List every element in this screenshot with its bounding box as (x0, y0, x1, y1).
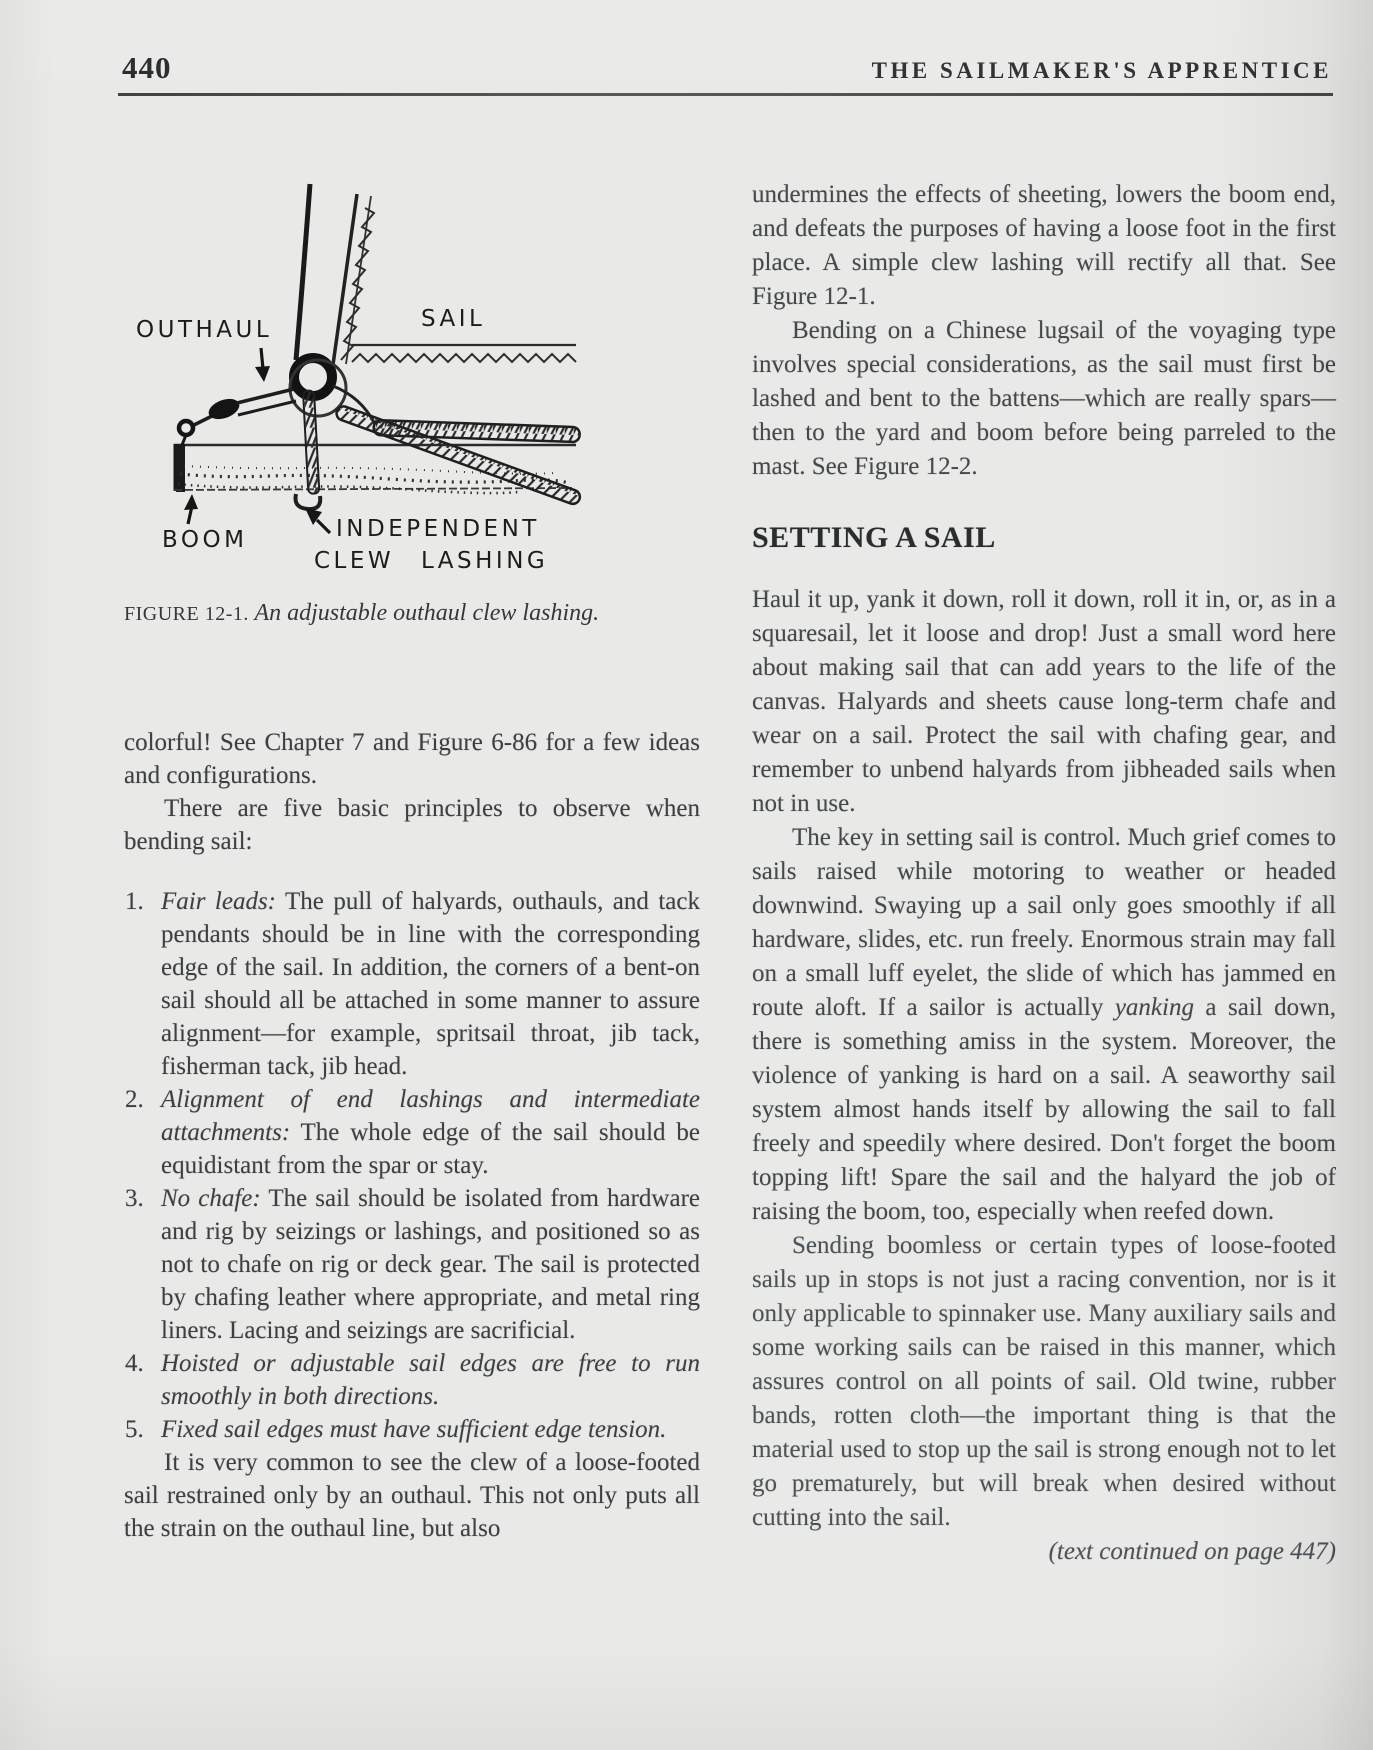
outhaul-block (206, 395, 242, 423)
list-item-text: The pull of halyards, outhauls, and tack pendants should be in line with the corresponding edge of the sail. In addition, the corners of a bent-on sail should all be attached in some manner to assure alignment—for example, spritsail throat, jib tack, fisherman tack, jib head. (161, 888, 701, 1080)
outhaul-arrow-head (255, 366, 270, 382)
list-item-number: 4. (125, 1350, 144, 1377)
figure-label-sail: SAIL (421, 306, 486, 332)
figure-caption-text: An adjustable outhaul clew lashing. (248, 600, 600, 626)
clew-ring (294, 358, 332, 396)
right-column (752, 178, 1336, 1569)
figure-label-clew-lashing: CLEW LASHING (314, 548, 549, 574)
list-item (124, 1413, 700, 1446)
list-item (124, 885, 700, 1083)
list-item (124, 1182, 700, 1347)
list-item-number: 2. (125, 1086, 144, 1113)
list-item-lead: Hoisted or adjustable sail edges are free to run smoothly in both directions. (161, 1350, 700, 1410)
continued-note: (text continued on page 447) (1048, 1538, 1336, 1565)
list-item (124, 1347, 700, 1413)
figure-caption (124, 598, 700, 631)
principles-list (124, 885, 700, 1446)
left-column-text (124, 726, 700, 1545)
list-item-lead: Fair leads: (161, 888, 277, 915)
outhaul-arrow-line (261, 348, 263, 369)
running-title: THE SAILMAKER'S APPRENTICE (871, 58, 1332, 83)
list-item-lead: Alignment of end lashings and intermediate attachments: (161, 1086, 700, 1146)
boom-end-cap (176, 444, 185, 492)
clew-lashing-rope (303, 390, 319, 493)
outhaul-rope-b (237, 389, 294, 403)
diagonal-rope (335, 404, 582, 505)
list-item-number: 1. (125, 888, 144, 915)
list-item-text: The sail should be isolated from hardware and rig by seizings or lashings, and positioned so as not to chafe on rig or deck gear. The sail is protected by chafing leather where appropriate, and metal ring liners. Lacing and seizings are sacrificial. (161, 1185, 700, 1344)
left-para-1: colorful! See Chapter 7 and Figure 6-86 for a few ideas and configurations. (124, 729, 700, 789)
right-para-4 (752, 821, 1336, 1229)
list-item (124, 1083, 700, 1182)
boom-arrow-head (184, 494, 198, 510)
section-heading: SETTING A SAIL (752, 521, 996, 554)
page-number: 440 (122, 50, 172, 85)
right-para-3: Haul it up, yank it down, roll it down, roll it in, or, as in a squaresail, let it loose and drop! Just a small word here about making sail that can add years to the life of the canvas. Halyards and sheets cause long-term chafe and wear on a sail. Protect the sail with chafing gear, and remember to unbend halyards from jibheaded sails when not in use. (752, 586, 1336, 817)
clew-arrow-line (317, 520, 330, 533)
right-para-2: Bending on a Chinese lugsail of the voyaging type involves special considerations, as the sail must first be lashed and bent to the battens—which are really spars—then to the yard and boom before being parreled to the mast. See Figure 12-2. (752, 317, 1336, 480)
list-item-lead: No chafe: (161, 1185, 261, 1212)
outhaul-rope-c (238, 401, 296, 415)
lashing-loop (296, 494, 321, 509)
header-rule (118, 93, 1333, 96)
figure-label-boom: BOOM (162, 527, 248, 553)
foot-zigzag-stitch (352, 354, 576, 362)
right-para-1: undermines the effects of sheeting, lowers the boom end, and defeats the purposes of having a loose foot in the first place. A simple clew lashing will rectify all that. See Figure 12-1. (752, 181, 1336, 310)
boom-end-eye (179, 421, 193, 435)
outhaul-pendant-line (296, 184, 310, 360)
list-item-text: The whole edge of the sail should be equidistant from the spar or stay. (161, 1119, 700, 1179)
list-item-lead: Fixed sail edges must have sufficient edge tension. (161, 1416, 667, 1443)
list-item-number: 5. (125, 1416, 144, 1443)
figure-12-1-drawing (124, 168, 702, 598)
figure-label-independent: INDEPENDENT (336, 516, 540, 542)
left-para-3: It is very common to see the clew of a loose-footed sail restrained only by an outhaul. This not only puts all the strain on the outhaul line, but also (124, 1449, 700, 1542)
figure-caption-label: FIGURE 12-1. (124, 603, 249, 625)
right-para-4-text-after: a sail down, there is something amiss in the system. Moreover, the violence of yanking is hard on a sail. A seaworthy sail system almost hands itself by allowing the sail to fall freely and speedily where desired. Don't forget the boom topping lift! Spare the sail and the halyard the job of raising the boom, too, especially when reefed down. (752, 994, 1336, 1225)
right-para-4-italic-word: yanking (1114, 994, 1194, 1021)
right-para-5: Sending boomless or certain types of loose-footed sails up in stops is not just a racing convention, nor is it only applicable to spinnaker use. Many auxiliary sails and some working sails can be raised in this manner, which assures control on all points of sail. Old twine, rubber bands, rotten cloth—the important thing is that the material used to stop up the sail is strong enough not to let go prematurely, but will break when desired without cutting into the sail. (752, 1232, 1336, 1531)
right-para-4-text: The key in setting sail is control. Much grief comes to sails raised while motoring to weather or headed downwind. Swaying up a sail only goes smoothly if all hardware, slides, etc. run freely. Enormous strain may fall on a small luff eyelet, the slide of which has jammed en route aloft. If a sailor is actually (752, 824, 1336, 1021)
outhaul-rope-a (194, 416, 212, 425)
figure-label-outhaul: OUTHAUL (136, 317, 273, 343)
list-item-number: 3. (125, 1185, 144, 1212)
left-para-2: There are five basic principles to observe when bending sail: (124, 795, 700, 855)
